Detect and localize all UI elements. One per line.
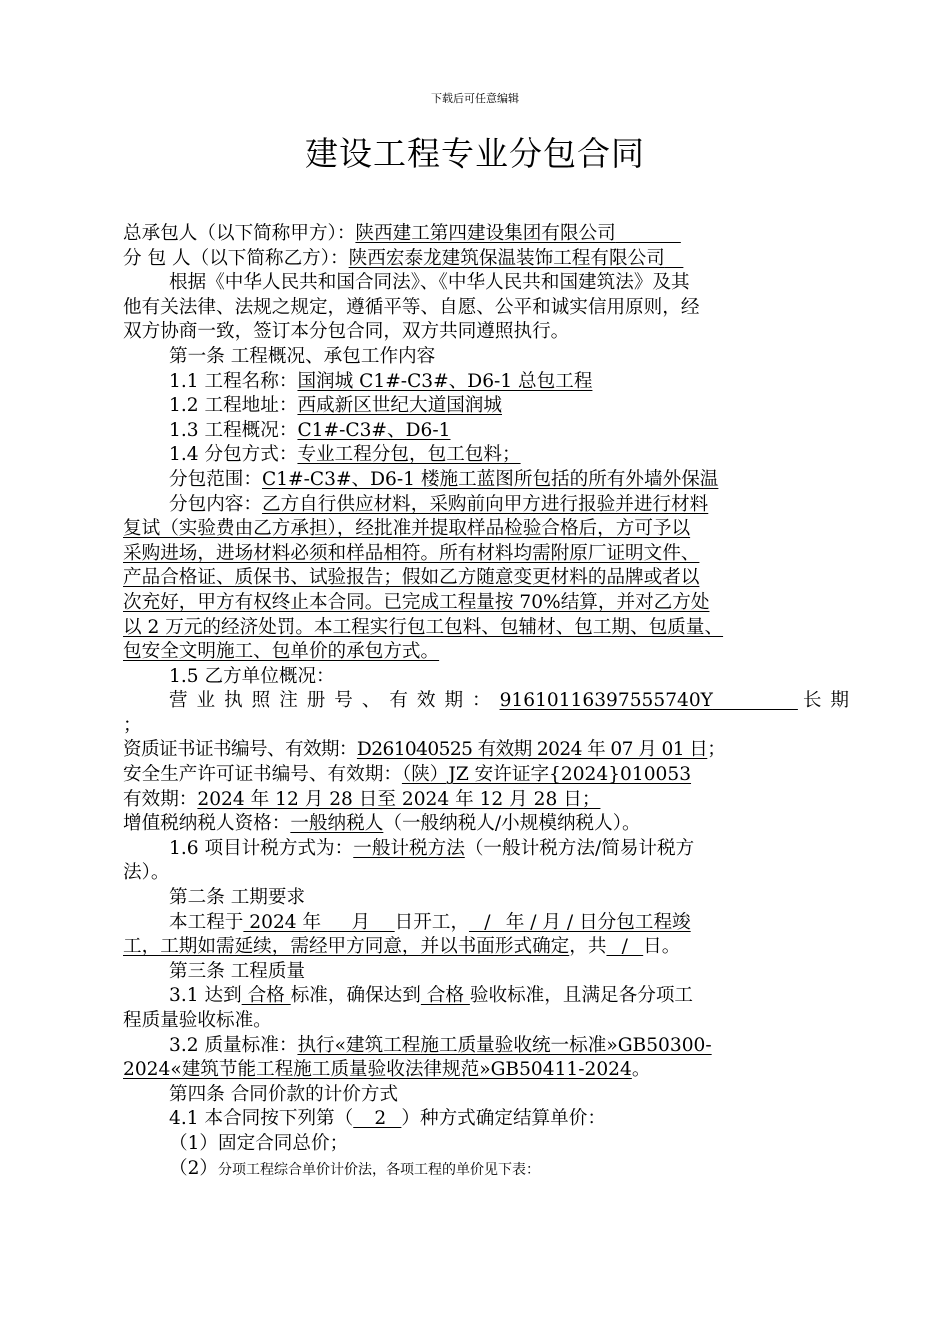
tax-method-line: 1.6 项目计税方式为：一般计税方法（一般计税方法/简易计税方 (169, 837, 695, 859)
schedule-line-1: 本工程于 2024 年 月 日开工， / 年 / 月 / 日分包工程竣 (169, 911, 691, 933)
project-address-value: 西咸新区世纪大道国润城 (297, 395, 502, 417)
schedule-line-2: 工，工期如需延续，需经甲方同意，并以书面形式确定，共 / 日。 (123, 936, 681, 958)
project-overview-line: 1.3 工程概况：C1#-C3#、D6-1 (169, 419, 451, 441)
quality-line-1: 3.1 达到 合格 标准，确保达到 合格 验收标准，且满足各分项工 (169, 985, 694, 1007)
qualification-value: D261040525 有效期 2024 年 07 月 01 日 (356, 739, 708, 761)
quality-line-2: 程质量验收标准。 (123, 1010, 272, 1031)
license-semicolon: ； (123, 714, 142, 736)
party-a-value: 陕西建工第四建设集团有限公司 (355, 223, 616, 244)
project-name-value: 国润城 C1#-C3#、D6-1 总包工程 (297, 370, 593, 392)
permit-validity-value: 2024 年 12 月 28 日至 2024 年 12 月 28 日； (197, 788, 601, 810)
quality-standard-line-1: 3.2 质量标准：执行«建筑工程施工质量验收统一标准»GB50300- (169, 1034, 712, 1056)
party-b-value: 陕西宏泰龙建筑保温装饰工程有限公司 (348, 247, 665, 269)
subcontract-content-line-7: 包安全文明施工、包单价的承包方式。 (123, 641, 440, 663)
project-overview-value: C1#-C3#、D6-1 (297, 419, 451, 441)
subcontract-method-line: 1.4 分包方式：专业工程分包，包工包料； (169, 444, 521, 466)
safety-permit-line: 安全生产许可证书编号、有效期：（陕）JZ 安许证字{2024}010053 (123, 764, 692, 786)
party-a-label: 总承包人（以下简称甲方）： (123, 223, 356, 244)
subcontract-content-line-4: 产品合格证、质保书、试验报告；假如乙方随意变更材料的品牌或者以 (123, 567, 700, 589)
preamble-line-1: 根据《中华人民共和国合同法》、《中华人民共和国建筑法》及其 (169, 272, 690, 294)
subcontract-content-line-1: 分包内容：乙方自行供应材料，采购前向甲方进行报验并进行材料 (169, 493, 709, 515)
subcontract-content-line-3: 采购进场，进场材料必须和样品相符。所有材料均需附原厂证明文件、 (123, 542, 700, 564)
safety-permit-value: （陕）JZ 安许证字{2024}010053 (401, 764, 692, 786)
article-3-heading: 第三条 工程质量 (169, 960, 306, 982)
article-2-heading: 第二条 工期要求 (169, 887, 306, 909)
subcontract-content-line-5: 次充好，甲方有权终止本合同。已完成工程量按 70%结算，并对乙方处 (123, 591, 710, 613)
article-4-heading: 第四条 合同价款的计价方式 (169, 1083, 399, 1105)
contract-body (123, 222, 853, 1181)
pricing-method-line: 4.1 本合同按下列第（ 2 ）种方式确定结算单价： (169, 1108, 606, 1130)
article-1-heading: 第一条 工程概况、承包工作内容 (169, 345, 436, 367)
qualification-line: 资质证书证书编号、有效期：D261040525 有效期 2024 年 07 月 01 日； (123, 739, 726, 761)
tax-method-value: 一般计税方法 (353, 837, 465, 859)
project-name-line: 1.1 工程名称：国润城 C1#-C3#、D6-1 总包工程 (169, 370, 593, 392)
permit-validity-line: 有效期：2024 年 12 月 28 日至 2024 年 12 月 28 日； (123, 788, 601, 810)
party-b-line (123, 247, 853, 272)
preamble-line-3: 双方协商一致，签订本分包合同，双方共同遵照执行。 (123, 321, 570, 343)
subcontract-scope-value: C1#-C3#、D6-1 楼施工蓝图所包括的所有外墙外保温 (261, 468, 719, 490)
vat-status-value: 一般纳税人 (290, 813, 384, 835)
pricing-option-2: （2）分项工程综合单价计价法，各项工程的单价见下表： (169, 1157, 541, 1179)
license-term: 长期 (797, 690, 853, 712)
quality-standard-line-2: 2024«建筑节能工程施工质量验收法律规范»GB50411-2024。 (123, 1059, 651, 1081)
subcontract-content-line-6: 以 2 万元的经济处罚。本工程实行包工包料、包辅材、包工期、包质量、 (123, 616, 724, 638)
business-license-line: 营业执照注册号、有效期：91610116397555740Y 长期 (169, 690, 853, 712)
subcontract-method-value: 专业工程分包，包工包料； (297, 444, 521, 466)
project-address-line: 1.2 工程地址：西咸新区世纪大道国润城 (169, 395, 502, 417)
vat-status-line: 增值税纳税人资格：一般纳税人（一般纳税人/小规模纳税人）。 (123, 813, 641, 835)
subcontract-content-line-2: 复试（实验费由乙方承担），经批准并提取样品检验合格后，方可予以 (123, 518, 691, 540)
party-a-line (123, 222, 853, 247)
tax-method-line-2: 法）。 (123, 862, 170, 884)
party-b-profile-heading: 1.5 乙方单位概况： (169, 665, 335, 687)
page-title: 建设工程专业分包合同 (305, 134, 645, 173)
preamble-line-2: 他有关法律、法规之规定，遵循平等、自愿、公平和诚实信用原则，经 (123, 296, 700, 318)
subcontract-scope-line: 分包范围：C1#-C3#、D6-1 楼施工蓝图所包括的所有外墙外保温 (169, 468, 719, 490)
header-note: 下载后可任意编辑 (431, 92, 519, 105)
party-b-label: 分 包 人（以下简称乙方）： (123, 247, 349, 269)
pricing-option-1: （1）固定合同总价； (169, 1132, 349, 1154)
business-license-value: 91610116397555740Y (499, 690, 713, 712)
